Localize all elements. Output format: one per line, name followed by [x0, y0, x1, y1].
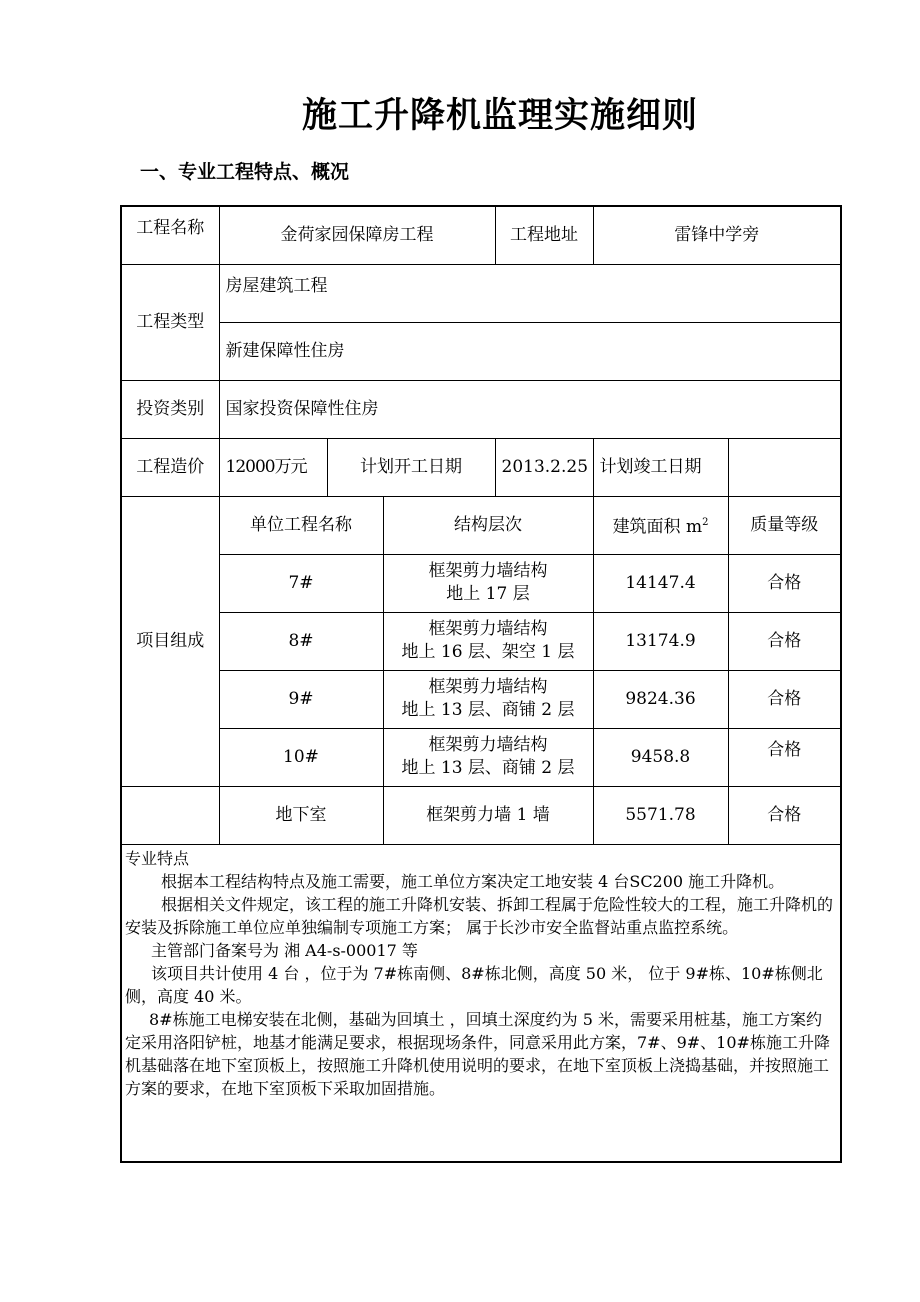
structure-line-2: 地上 13 层、商铺 2 层	[401, 700, 575, 720]
unit-name-cell: 地下室	[219, 786, 383, 844]
area-cell: 14147.4	[593, 554, 728, 612]
empty-cell	[121, 786, 219, 844]
structure-line-2: 地上 13 层、商铺 2 层	[401, 758, 575, 778]
area-header-superscript: 2	[702, 517, 709, 528]
planned-completion-label: 计划竣工日期	[593, 438, 728, 496]
unit-name-cell: 7#	[219, 554, 383, 612]
structure-line-1: 框架剪力墙结构	[428, 735, 548, 755]
document-title: 施工升降机监理实施细则	[301, 96, 698, 136]
planned-completion-value	[728, 438, 841, 496]
composition-label: 项目组成	[121, 496, 219, 786]
planned-start-value: 2013.2.25	[495, 438, 593, 496]
structure-line-2: 地上 17 层	[446, 584, 530, 604]
project-overview-table	[120, 205, 842, 1163]
project-type-row-1	[121, 264, 841, 322]
project-type-label: 工程类型	[121, 264, 219, 380]
project-name-label: 工程名称	[121, 206, 219, 264]
quality-header: 质量等级	[728, 496, 841, 554]
unit-name-cell: 8#	[219, 612, 383, 670]
structure-cell	[383, 670, 593, 728]
structure-line-1: 框架剪力墙结构	[428, 677, 548, 697]
investment-type-value: 国家投资保障性住房	[219, 380, 841, 438]
project-cost-label: 工程造价	[121, 438, 219, 496]
quality-cell: 合格	[728, 554, 841, 612]
structure-header: 结构层次	[383, 496, 593, 554]
project-address-label: 工程地址	[495, 206, 593, 264]
structure-line-1: 框架剪力墙结构	[428, 561, 548, 581]
table-row	[121, 728, 841, 786]
unit-name-header: 单位工程名称	[219, 496, 383, 554]
project-name-value: 金荷家园保障房工程	[219, 206, 495, 264]
table-row	[121, 670, 841, 728]
quality-cell: 合格	[728, 670, 841, 728]
notes-paragraph-3: 主管部门备案号为 湘 A4-s-00017 等	[151, 940, 418, 960]
area-cell: 13174.9	[593, 612, 728, 670]
investment-type-label: 投资类别	[121, 380, 219, 438]
table-row	[121, 554, 841, 612]
unit-name-cell: 10#	[219, 728, 383, 786]
area-cell: 9824.36	[593, 670, 728, 728]
quality-cell: 合格	[728, 786, 841, 844]
notes-row	[121, 844, 841, 1162]
composition-header-row	[121, 496, 841, 554]
table-row	[121, 612, 841, 670]
table-row	[121, 786, 841, 844]
notes-paragraph-1: 根据本工程结构特点及施工需要，施工单位方案决定工地安装 4 台SC200 施工升降机。	[161, 871, 785, 891]
quality-cell: 合格	[728, 728, 841, 786]
project-cost-row	[121, 438, 841, 496]
notes-paragraph-5: 8#栋施工电梯安装在北侧，基础为回填土 ，回填土深度约为 5 米，需要采用桩基，施工方案约定采用洛阳铲桩，地基才能满足要求，根据现场条件，同意采用此方案，7#、9#、10#栋施工升降机基础落在地下室顶板上，按照施工升降机使用说明的要求，在地下室顶板上浇捣基础，并按照施工方案的要求，在地下室顶板下采取加固措施。	[125, 1009, 830, 1098]
unit-name-cell: 9#	[219, 670, 383, 728]
notes-heading: 专业特点	[125, 848, 190, 868]
section-heading: 一、专业工程特点、概况	[140, 161, 350, 183]
area-header	[593, 496, 728, 554]
professional-features	[121, 844, 841, 1162]
quality-cell: 合格	[728, 612, 841, 670]
structure-cell: 框架剪力墙 1 墙	[383, 786, 593, 844]
area-cell: 9458.8	[593, 728, 728, 786]
structure-cell	[383, 554, 593, 612]
area-header-text: 建筑面积 m	[612, 517, 703, 537]
structure-cell	[383, 728, 593, 786]
project-type-value-1: 房屋建筑工程	[219, 264, 841, 322]
notes-paragraph-4: 该项目共计使用 4 台 ，位于为 7#栋南侧、8#栋北侧，高度 50 米， 位于 9#栋、10#栋侧北侧，高度 40 米。	[125, 963, 823, 1006]
project-name-row	[121, 206, 841, 264]
project-type-value-2: 新建保障性住房	[219, 322, 841, 380]
project-type-row-2	[121, 322, 841, 380]
planned-start-label: 计划开工日期	[327, 438, 495, 496]
structure-line-1: 框架剪力墙结构	[428, 619, 548, 639]
investment-type-row	[121, 380, 841, 438]
structure-line-2: 地上 16 层、架空 1 层	[401, 642, 575, 662]
area-cell: 5571.78	[593, 786, 728, 844]
project-address-value: 雷锋中学旁	[593, 206, 841, 264]
project-cost-value: 12000万元	[219, 438, 327, 496]
notes-paragraph-2: 根据相关文件规定，该工程的施工升降机安装、拆卸工程属于危险性较大的工程，施工升降机的安装及拆除施工单位应单独编制专项施工方案； 属于长沙市安全监督站重点监控系统。	[125, 894, 834, 937]
structure-cell	[383, 612, 593, 670]
